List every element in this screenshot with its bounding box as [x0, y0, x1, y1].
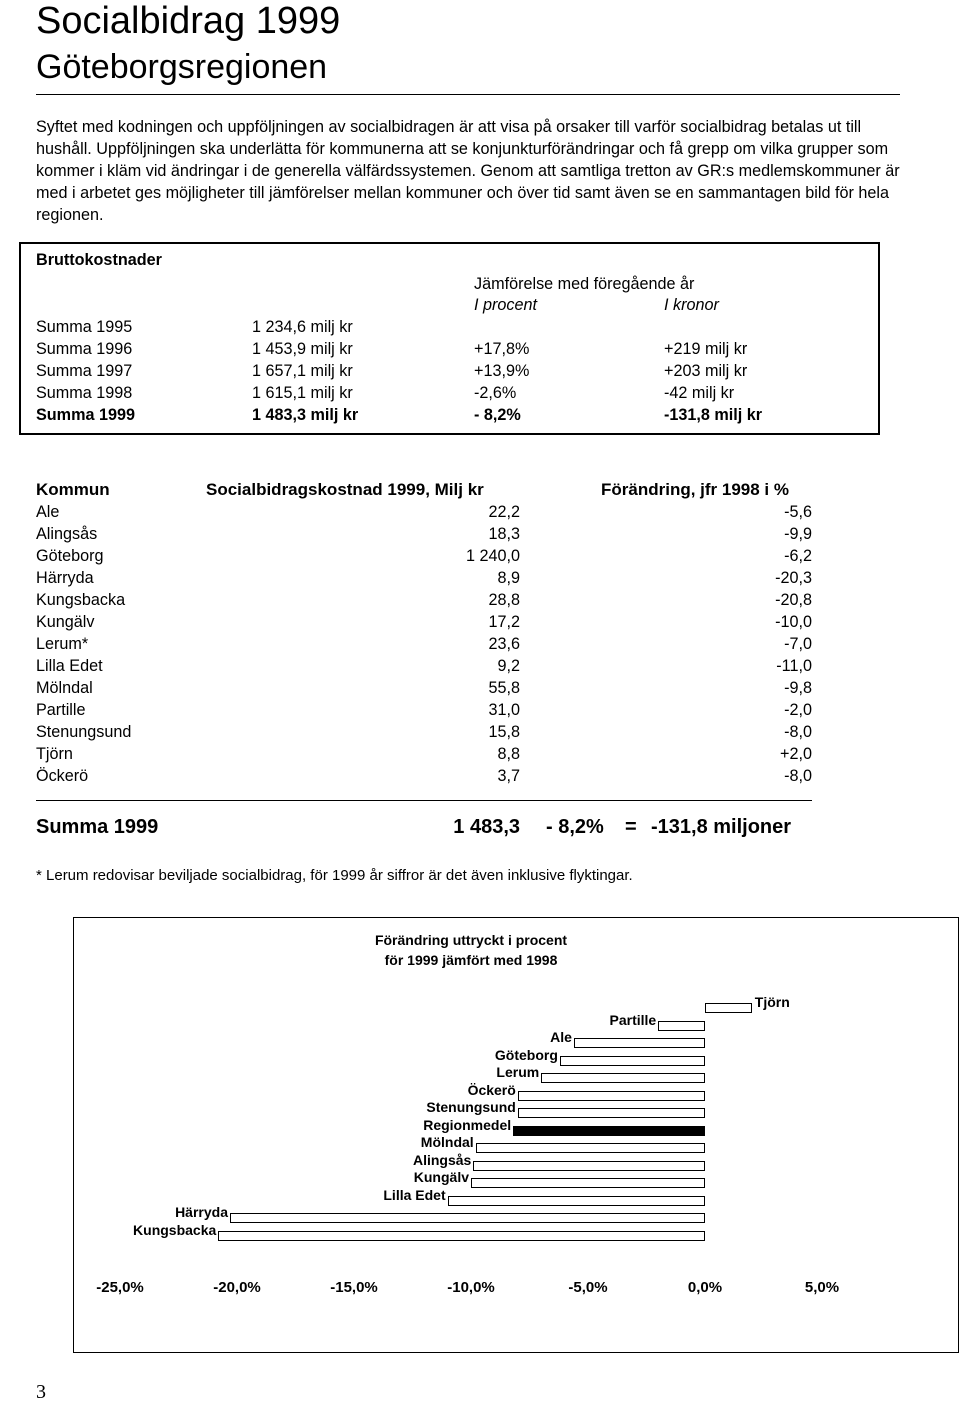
kommun-change: +2,0 [780, 745, 812, 763]
col-percent-header: I procent [474, 296, 537, 314]
kommun-name: Alingsås [36, 525, 98, 543]
kommun-change: -11,0 [776, 657, 812, 675]
brutto-row-amount: 1 615,1 milj kr [252, 384, 353, 402]
chart-bar [230, 1213, 705, 1223]
brutto-row-label: Summa 1997 [36, 362, 133, 380]
chart-bar-label: Tjörn [754, 994, 790, 1010]
kommun-name: Stenungsund [36, 723, 132, 741]
chart-bar-label: Partille [609, 1011, 657, 1028]
chart-bar-label: Ale [550, 1029, 572, 1045]
x-tick-label: -15,0% [330, 1279, 378, 1296]
kommun-cost: 22,2 [488, 503, 520, 521]
brutto-row-label: Summa 1999 [36, 406, 135, 424]
brutto-row-label: Summa 1998 [36, 384, 133, 402]
footnote: * Lerum redovisar beviljade socialbidrag, för 1999 år siffror är det även inklusive flyktingar. [36, 867, 633, 884]
kommun-cost: 8,9 [497, 569, 520, 587]
chart-bar-label: Alingsås [412, 1151, 472, 1168]
brutto-row-kronor: +203 milj kr [664, 362, 748, 380]
kommun-change: -20,3 [775, 569, 812, 587]
kommun-cost: 23,6 [488, 635, 520, 653]
brutto-row-amount: 1 657,1 milj kr [252, 362, 353, 380]
chart-bar-label: Härryda [175, 1204, 228, 1220]
chart-bar-label: Kungälv [413, 1169, 469, 1185]
chart-bar [473, 1161, 705, 1171]
x-tick-label: 5,0% [804, 1279, 840, 1296]
brutto-row-label: Summa 1996 [36, 340, 133, 358]
kommun-name: Ale [36, 503, 60, 521]
col-kronor-header: I kronor [664, 296, 719, 314]
x-tick-label: -5,0% [568, 1279, 608, 1296]
chart-title-line1: Förändring uttryckt i procent [374, 932, 568, 948]
kommun-change: -10,0 [775, 613, 812, 631]
kommun-change: -2,0 [784, 701, 812, 719]
brutto-heading: Bruttokostnader [36, 251, 162, 269]
chart-bar [518, 1091, 705, 1101]
summary-divider [36, 800, 812, 801]
brutto-row-label: Summa 1995 [36, 318, 133, 336]
chart-bar [705, 1003, 752, 1013]
kommun-change: -6,2 [784, 547, 812, 565]
kommun-name: Tjörn [36, 745, 73, 763]
kommun-name: Öckerö [36, 767, 89, 785]
x-tick-label: 0,0% [687, 1279, 723, 1296]
kommun-change: -5,6 [784, 503, 812, 521]
brutto-row-kronor: -131,8 milj kr [664, 406, 763, 424]
kommun-cost: 9,2 [497, 657, 520, 675]
kommun-name: Mölndal [36, 679, 93, 697]
brutto-row-percent: +17,8% [474, 340, 530, 358]
summary-label: Summa 1999 [36, 816, 159, 838]
kommun-name: Lerum* [36, 635, 89, 653]
kommun-name: Kungälv [36, 613, 95, 631]
summary-total: -131,8 miljoner [651, 816, 792, 838]
chart-bar-label: Stenungsund [426, 1099, 516, 1115]
kommun-cost: 3,7 [497, 767, 520, 785]
chart-bar [218, 1231, 705, 1241]
summary-change: - 8,2% [546, 816, 604, 838]
compare-heading: Jämförelse med föregående år [474, 275, 695, 293]
kommun-name: Kungsbacka [36, 591, 126, 609]
kommun-col-header: Kommun [36, 480, 110, 499]
kommun-cost: 55,8 [488, 679, 520, 697]
chart-bar-label: Göteborg [494, 1046, 558, 1063]
summary-equals: = [625, 816, 637, 838]
chart-bar [476, 1143, 705, 1153]
brutto-row-kronor: -42 milj kr [664, 384, 735, 402]
chart-bar [658, 1021, 705, 1031]
chart-bar [448, 1196, 705, 1206]
kommun-change: -9,9 [784, 525, 812, 543]
brutto-row-kronor: +219 milj kr [664, 340, 748, 358]
brutto-row-amount: 1 234,6 milj kr [252, 318, 353, 336]
kommun-name: Lilla Edet [36, 657, 103, 675]
x-tick-label: -20,0% [213, 1279, 261, 1296]
page-title: Socialbidrag 1999 [36, 0, 341, 42]
x-tick-label: -10,0% [447, 1279, 495, 1296]
chart-title-line2: för 1999 jämfört med 1998 [384, 952, 558, 968]
kommun-cost: 1 240,0 [465, 547, 520, 565]
kommun-cost: 18,3 [488, 525, 520, 543]
kommun-cost: 17,2 [488, 613, 520, 631]
brutto-row-percent: +13,9% [474, 362, 530, 380]
chart-bar [518, 1108, 705, 1118]
chart-bar-label: Lerum [496, 1064, 540, 1080]
chart-bar-label: Regionmedel [423, 1116, 512, 1133]
brutto-row-amount: 1 483,3 milj kr [252, 406, 359, 424]
page-number: 3 [36, 1381, 46, 1403]
chart-bar [574, 1038, 705, 1048]
chart-bar-label: Lilla Edet [383, 1186, 446, 1203]
chart-bar [541, 1073, 705, 1083]
kommun-change: -8,0 [784, 723, 812, 741]
kommun-cost: 28,8 [488, 591, 520, 609]
chart-bar-label: Mölndal [420, 1134, 474, 1150]
kommun-name: Göteborg [36, 547, 104, 565]
kommun-cost: 31,0 [488, 701, 520, 719]
kommun-name: Partille [36, 701, 86, 719]
chart-bar-label: Kungsbacka [133, 1221, 217, 1238]
cost-col-header: Socialbidragskostnad 1999, Milj kr [206, 480, 484, 499]
page-subtitle: Göteborgsregionen [36, 48, 328, 86]
chart-bar [560, 1056, 705, 1066]
x-tick-label: -25,0% [96, 1279, 144, 1296]
brutto-row-percent: -2,6% [474, 384, 517, 402]
kommun-cost: 8,8 [497, 745, 520, 763]
kommun-change: -9,8 [784, 679, 812, 697]
chart-bar [513, 1126, 705, 1136]
kommun-change: -20,8 [775, 591, 812, 609]
kommun-cost: 15,8 [488, 723, 520, 741]
change-col-header: Förändring, jfr 1998 i % [601, 480, 789, 499]
intro-paragraph: Syftet med kodningen och uppföljningen av socialbidragen är att visa på orsaker till varför socialbidrag betalas ut till hushåll. Uppföljningen ska underlätta för kommunerna att se konjunkturförändringar och få grepp om vilka grupper som kommer i kläm vid ändringar i de generella välfärdssystemen. Genom att samtliga tretton av GR:s medlemskommuner är med i arbetet ges möjligheter till jämförelser mellan kommuner och över tid samt även se en sammantagen bild för hela regionen. [36, 118, 900, 224]
title-divider [36, 94, 900, 95]
chart-bar-label: Öckerö [467, 1081, 516, 1098]
chart-bar [471, 1178, 705, 1188]
brutto-row-amount: 1 453,9 milj kr [252, 340, 353, 358]
summary-cost: 1 483,3 [453, 816, 520, 838]
kommun-change: -8,0 [784, 767, 812, 785]
kommun-name: Härryda [36, 569, 94, 587]
brutto-row-percent: - 8,2% [474, 406, 521, 424]
kommun-change: -7,0 [784, 635, 812, 653]
